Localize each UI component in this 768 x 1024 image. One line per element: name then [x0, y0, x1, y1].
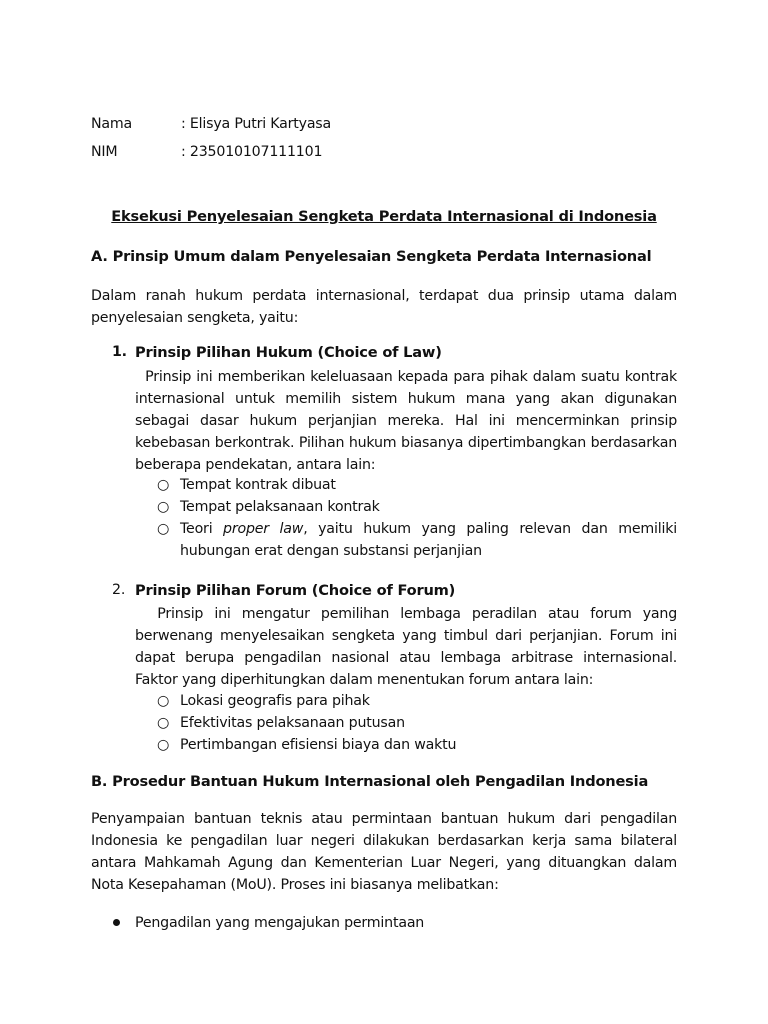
circle-bullet-icon: ○ — [157, 499, 170, 515]
list-item-text-prefix: Teori — [180, 521, 224, 537]
list-item — [135, 734, 677, 756]
list-item — [135, 496, 677, 518]
list-item-text-suffix: , yaitu hukum yang paling relevan dan memiliki hubungan erat dengan substansi perjanjian — [180, 521, 677, 559]
item-1-body: Prinsip ini memberikan keleluasaan kepada para pihak dalam suatu kontrak internasional untuk memilih sistem hukum mana yang akan digunakan sebagai dasar hukum perjanjian mereka. Hal ini mencerminkan prinsip kebebasan berkontrak. Pilihan hukum biasanya dipertimbangkan berdasarkan beberapa pendekatan, antara lain: — [135, 369, 677, 473]
circle-bullet-icon: ○ — [157, 737, 170, 753]
list-item-text: Tempat pelaksanaan kontrak — [180, 499, 380, 515]
nim-label: NIM — [91, 144, 118, 160]
section-b-heading: B. Prosedur Bantuan Hukum Internasional oleh Pengadilan Indonesia — [91, 773, 649, 790]
document-title: Eksekusi Penyelesaian Sengketa Perdata Internasional di Indonesia — [111, 208, 657, 225]
item-2-bullet-list — [135, 690, 677, 756]
item-1-bullet-list — [135, 474, 677, 562]
item-2-number: 2. — [112, 582, 126, 598]
section-a-heading: A. Prinsip Umum dalam Penyelesaian Sengketa Perdata Internasional — [91, 248, 652, 265]
name-label: Nama — [91, 116, 133, 132]
item-2-body: Prinsip ini mengatur pemilihan lembaga peradilan atau forum yang berwenang menyelesaikan sengketa yang timbul dari perjanjian. Forum ini dapat berupa pengadilan nasional atau lembaga arbitrase internasional. Faktor yang diperhitungkan dalam menentukan forum antara lain: — [135, 606, 677, 688]
circle-bullet-icon: ○ — [157, 521, 170, 537]
list-item-text-italic: proper law — [223, 521, 304, 537]
item-1-title: Prinsip Pilihan Hukum (Choice of Law) — [135, 344, 442, 361]
list-item-text: Lokasi geografis para pihak — [180, 693, 370, 709]
circle-bullet-icon: ○ — [157, 715, 170, 731]
list-item — [135, 690, 677, 712]
section-a-intro: Dalam ranah hukum perdata internasional, terdapat dua prinsip utama dalam penyelesaian sengketa, yaitu: — [91, 288, 677, 326]
list-item-text: Pengadilan yang mengajukan permintaan — [135, 915, 425, 931]
circle-bullet-icon: ○ — [157, 693, 170, 709]
item-1-number: 1. — [112, 344, 127, 360]
list-item-text: Pertimbangan efisiensi biaya dan waktu — [180, 737, 457, 753]
item-2-title: Prinsip Pilihan Forum (Choice of Forum) — [135, 582, 456, 599]
nim-value: : 235010107111101 — [181, 144, 323, 160]
section-b-bullet-list — [112, 912, 424, 934]
circle-bullet-icon: ○ — [157, 477, 170, 493]
section-b-body: Penyampaian bantuan teknis atau permintaan bantuan hukum dari pengadilan Indonesia ke pengadilan luar negeri dilakukan berdasarkan kerja sama bilateral antara Mahkamah Agung dan Kementerian Luar Negeri, yang dituangkan dalam Nota Kesepahaman (MoU). Proses ini biasanya melibatkan: — [91, 811, 677, 893]
list-item-text: Tempat kontrak dibuat — [180, 477, 336, 493]
name-value: : Elisya Putri Kartyasa — [181, 116, 331, 132]
list-item — [135, 474, 677, 496]
list-item — [135, 712, 677, 734]
filled-bullet-icon — [113, 919, 120, 926]
list-item-text: Efektivitas pelaksanaan putusan — [180, 715, 405, 731]
list-item — [112, 912, 424, 934]
list-item — [135, 518, 677, 562]
